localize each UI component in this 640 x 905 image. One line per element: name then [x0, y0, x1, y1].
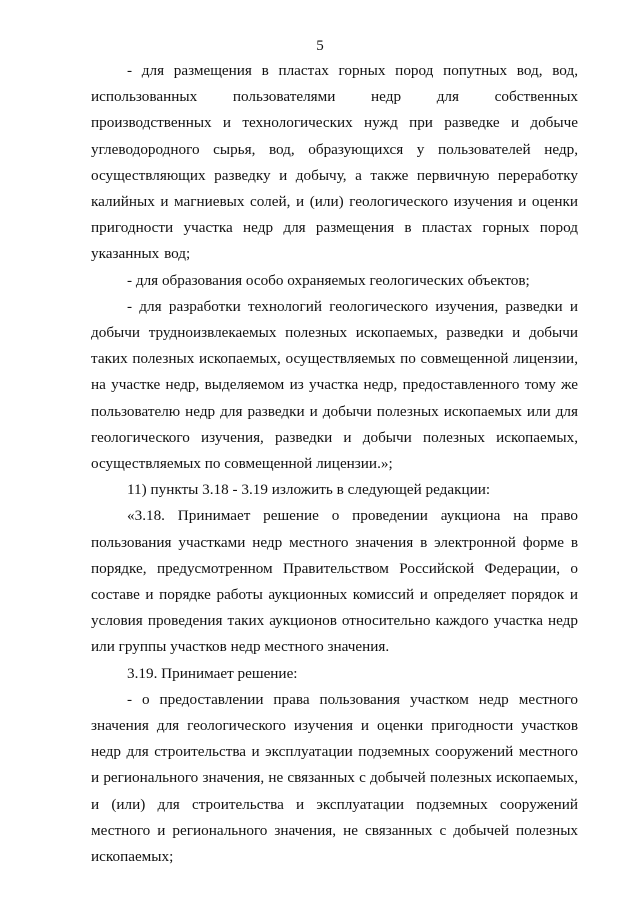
paragraph-item-11: 11) пункты 3.18 - 3.19 изложить в следующей редакции:: [127, 481, 491, 499]
paragraph-protected-objects: - для образования особо охраняемых геологических объектов;: [127, 271, 530, 289]
paragraph-clause-3-19: 3.19. Принимает решение:: [127, 664, 298, 682]
paragraph-clause-3-18: «3.18. Принимает решение о проведении аукциона на право пользования участками недр местного значения в электронной форме в порядке, предусмотренном Правительством Российской Федерации, о составе и порядке работы аукционных комиссий и определяет порядок и условия проведения таких аукционов относительно каждого участка недр или группы участков недр местного значения.: [91, 507, 578, 656]
paragraph-right-of-use: - о предоставлении права пользования участком недр местного значения для геологического изучения и оценки пригодности участков недр для строительства и эксплуатации подземных сооружений местного и регионального значения, не связанных с добычей полезных ископаемых, и (или) для строительства и эксплуатации подземных сооружений местного и регионального значения, не связанных с добычей полезных ископаемых;: [91, 690, 578, 866]
document-body: [91, 58, 578, 870]
paragraph-placement-of-waters: - для размещения в пластах горных пород попутных вод, вод, использованных пользователями недр для собственных производственных и технологических нужд при разведке и добыче углеводородного сырья, вод, образующихся у пользователей недр, осуществляющих разведку и добычу, а также первичную переработку калийных и магниевых солей, и (или) геологического изучения и оценки пригодности участка недр для размещения в пластах горных пород указанных вод;: [91, 62, 578, 263]
paragraph-technology-development: - для разработки технологий геологического изучения, разведки и добычи трудноизвлекаемых полезных ископаемых, разведки и добычи таких полезных ископаемых, осуществляемых по совмещенной лицензии, на участке недр, выделяемом из участка недр, предоставленного тому же пользователю недр для разведки и добычи полезных ископаемых или для геологического изучения, разведки и добычи полезных ископаемых, осуществляемых по совмещенной лицензии.»;: [91, 297, 578, 473]
page-number: 5: [316, 38, 324, 54]
